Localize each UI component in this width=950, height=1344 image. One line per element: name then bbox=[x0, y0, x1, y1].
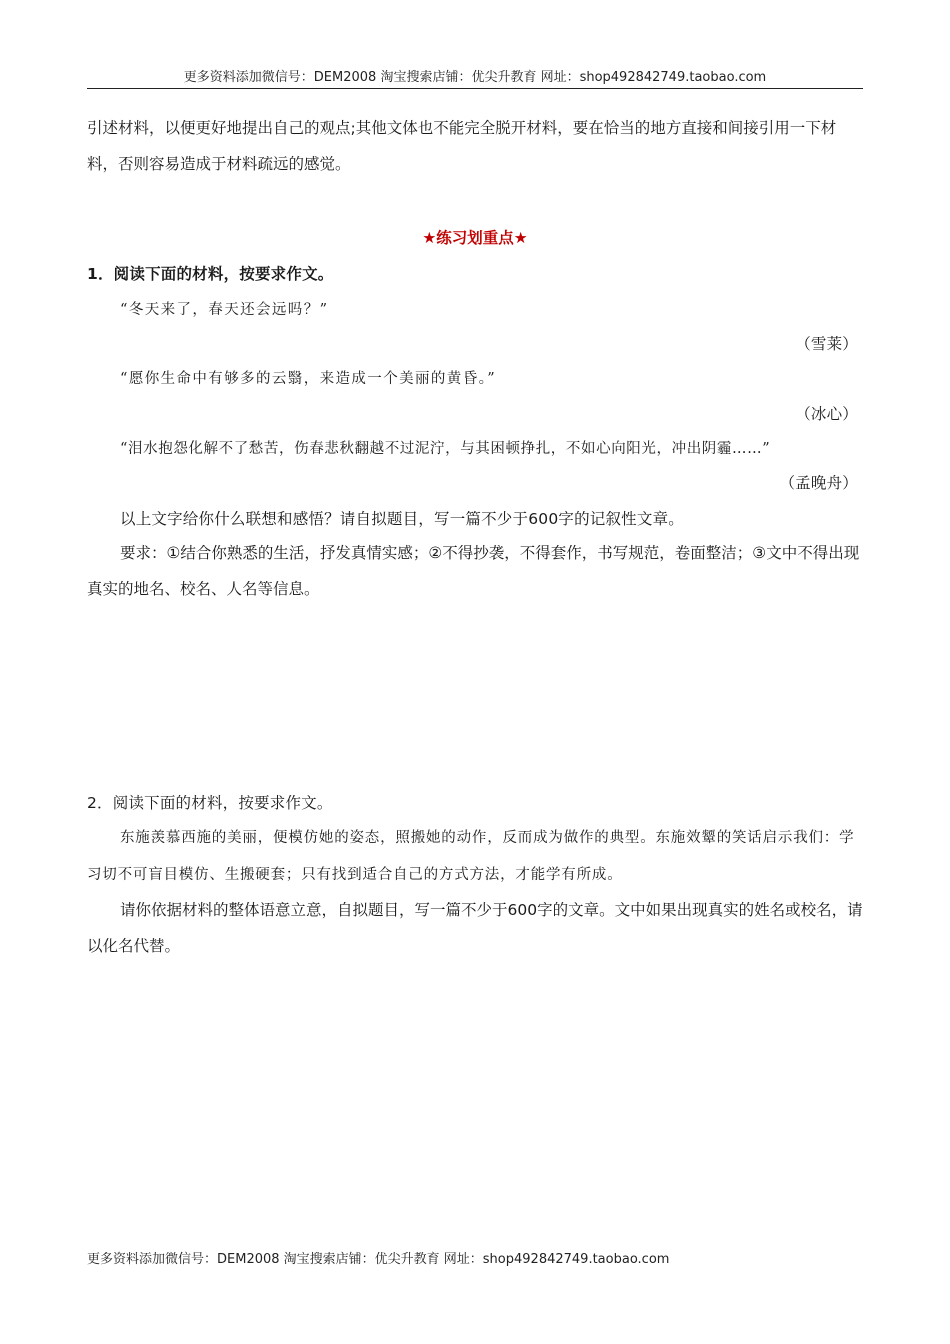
quote-3-author: （孟晚舟） bbox=[779, 474, 858, 492]
question-2-task: 请你依据材料的整体语意立意，自拟题目，写一篇不少于600字的文章。文中如果出现真实的姓名或校名，请以化名代替。 bbox=[87, 901, 863, 955]
question-1-heading: 1．阅读下面的材料，按要求作文。 bbox=[87, 265, 334, 283]
quote-2: “愿你生命中有够多的云翳，来造成一个美丽的黄昏。” bbox=[120, 371, 497, 387]
intro-paragraph: 引述材料，以便更好地提出自己的观点;其他文体也不能完全脱开材料，要在恰当的地方直接和间接引用一下材料，否则容易造成于材料疏远的感觉。 bbox=[87, 119, 837, 173]
quote-1-author: （雪莱） bbox=[795, 335, 858, 353]
quote-1: “冬天来了，春天还会远吗？” bbox=[120, 302, 329, 318]
quote-3: “泪水抱怨化解不了愁苦，伤春悲秋翻越不过泥泞，与其困顿挣扎，不如心向阳光，冲出阴霾……” bbox=[120, 441, 771, 457]
question-2-heading: 2．阅读下面的材料，按要求作文。 bbox=[87, 794, 333, 812]
question-1-requirements: 要求：①结合你熟悉的生活，抒发真情实感；②不得抄袭，不得套作，书写规范，卷面整洁；③文中不得出现真实的地名、校名、人名等信息。 bbox=[87, 544, 860, 598]
page-header: 更多资料添加微信号：DEM2008 淘宝搜索店铺：优尖升教育 网址：shop492842749.taobao.com bbox=[87, 66, 863, 89]
section-title: ★练习划重点★ bbox=[422, 229, 528, 247]
question-2-material: 东施羡慕西施的美丽，便模仿她的姿态，照搬她的动作，反而成为做作的典型。东施效颦的笑话启示我们：学习切不可盲目模仿、生搬硬套；只有找到适合自己的方式方法，才能学有所成。 bbox=[87, 830, 855, 883]
question-1-task: 以上文字给你什么联想和感悟？请自拟题目，写一篇不少于600字的记叙性文章。 bbox=[120, 510, 684, 528]
quote-2-author: （冰心） bbox=[795, 405, 858, 423]
page-footer: 更多资料添加微信号：DEM2008 淘宝搜索店铺：优尖升教育 网址：shop492842749.taobao.com bbox=[87, 1252, 670, 1267]
